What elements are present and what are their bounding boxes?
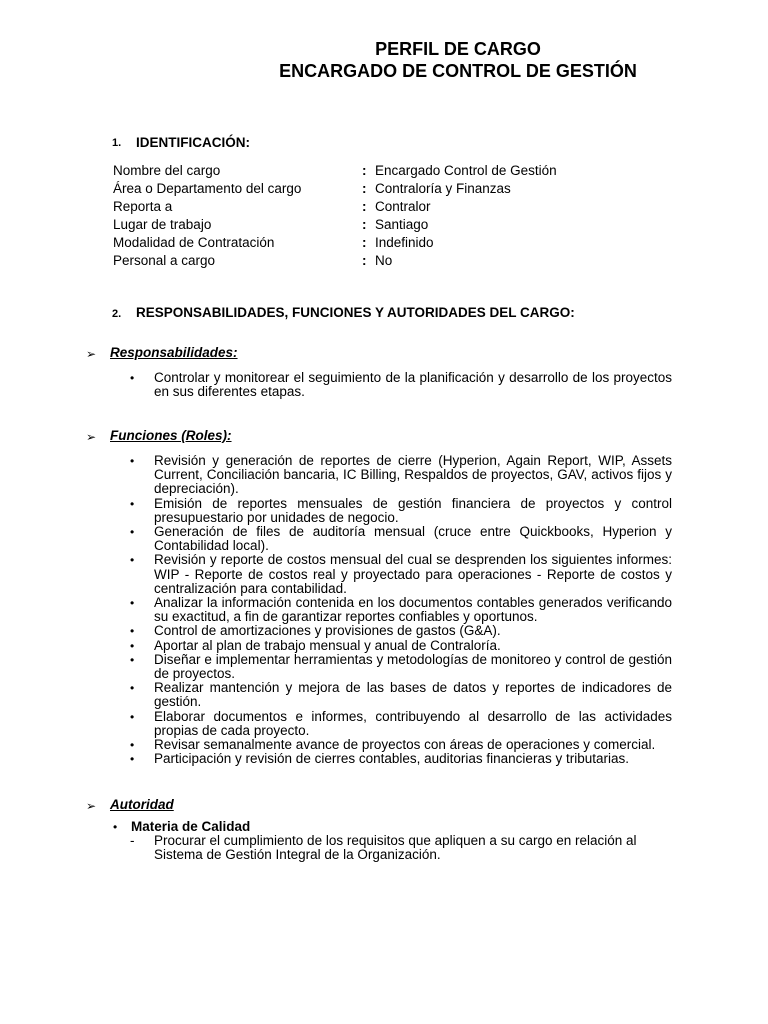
id-row-value: Indefinido — [375, 235, 434, 250]
id-row-value: No — [375, 253, 393, 268]
id-row-colon: : — [362, 235, 367, 250]
id-row-colon: : — [362, 253, 367, 268]
list-item — [130, 681, 672, 709]
list-item — [130, 525, 672, 553]
list-item-text: Revisión y reporte de costos mensual del cual se desprenden los siguientes informes: WIP - Reporte de costos real y proyectado para operaciones - Reporte de costos y centralización para contabilidad. — [154, 552, 672, 596]
responsabilidades-heading: Responsabilidades: — [110, 345, 238, 360]
list-item — [130, 497, 672, 525]
list-item-text: Controlar y monitorear el seguimiento de la planificación y desarrollo de los proyectos en sus diferentes etapas. — [154, 370, 672, 400]
section-2-number: 2. — [112, 308, 122, 320]
id-row-colon: : — [362, 163, 367, 178]
id-row-colon: : — [362, 181, 367, 196]
materia-de-calidad-heading: Materia de Calidad — [131, 819, 251, 834]
id-row-colon: : — [362, 199, 367, 214]
section-1-title: IDENTIFICACIÓN: — [136, 135, 250, 150]
dash-bullet-icon: - — [130, 833, 135, 848]
bullet-icon: • — [130, 738, 135, 753]
arrow-bullet-icon: ➢ — [86, 430, 97, 444]
list-item — [130, 834, 672, 862]
arrow-bullet-icon: ➢ — [86, 347, 97, 361]
bullet-icon: • — [130, 454, 135, 468]
title-line-1: PERFIL DE CARGO — [375, 39, 541, 59]
list-item-text: Revisar semanalmente avance de proyectos con áreas de operaciones y comercial. — [154, 737, 656, 753]
list-item-text: Diseñar e implementar herramientas y metodologías de monitoreo y control de gestión de proyectos. — [154, 651, 672, 682]
section-1-number: 1. — [112, 137, 122, 149]
list-item — [130, 738, 672, 752]
funciones-list — [130, 454, 672, 766]
section-2-title: RESPONSABILIDADES, FUNCIONES Y AUTORIDADES DEL CARGO: — [136, 305, 575, 320]
list-item — [130, 653, 672, 681]
id-row-value: Encargado Control de Gestión — [375, 163, 557, 178]
list-item-text: Generación de files de auditoría mensual (cruce entre Quickbooks, Hyperion y Contabilidad local). — [154, 524, 672, 554]
arrow-bullet-icon: ➢ — [86, 799, 97, 813]
list-item-text: Procurar el cumplimiento de los requisitos que apliquen a su cargo en relación al Sistema de Gestión Integral de la Organización. — [154, 833, 637, 863]
list-item — [130, 371, 672, 399]
id-row-label: Reporta a — [113, 199, 173, 214]
list-item — [130, 624, 672, 638]
list-item-text: Control de amortizaciones y provisiones de gastos (G&A). — [154, 623, 501, 639]
list-item-text: Participación y revisión de cierres contables, auditorias financieras y tributarias. — [154, 751, 629, 767]
bullet-icon: • — [130, 652, 135, 667]
funciones-heading: Funciones (Roles): — [110, 428, 232, 443]
bullet-icon: • — [130, 596, 135, 611]
list-item-text: Emisión de reportes mensuales de gestión financiera de proyectos y control presupuestario por unidades de negocio. — [154, 495, 672, 525]
responsabilidades-list — [130, 371, 672, 399]
list-item-text: Realizar mantención y mejora de las bases de datos y reportes de indicadores de gestión. — [154, 680, 672, 710]
autoridad-heading: Autoridad — [110, 797, 174, 812]
list-item — [130, 639, 672, 653]
bullet-icon: • — [130, 624, 135, 639]
id-row-value: Santiago — [375, 217, 429, 232]
id-row-value: Contralor — [375, 199, 431, 214]
bullet-icon: • — [130, 638, 135, 653]
title-line-2: ENCARGADO DE CONTROL DE GESTIÓN — [279, 61, 637, 81]
bullet-icon: • — [130, 681, 135, 696]
bullet-icon: • — [130, 371, 135, 385]
list-item-text: Analizar la información contenida en los documentos contables generados verificando su exactitud, a fin de garantizar reportes confiables y oportunos. — [154, 595, 672, 625]
bullet-icon: • — [130, 709, 135, 724]
bullet-icon: • — [130, 752, 135, 767]
id-row-label: Área o Departamento del cargo — [113, 181, 302, 196]
list-item — [130, 752, 672, 766]
document-title — [0, 38, 768, 82]
list-item — [130, 454, 672, 497]
list-item-text: Aportar al plan de trabajo mensual y anual de Contraloría. — [154, 637, 501, 653]
list-item — [130, 596, 672, 624]
id-row-label: Personal a cargo — [113, 253, 216, 268]
id-row-label: Modalidad de Contratación — [113, 235, 275, 250]
id-row-colon: : — [362, 217, 367, 232]
bullet-icon: • — [130, 525, 135, 540]
list-item — [130, 710, 672, 738]
list-item-text: Revisión y generación de reportes de cierre (Hyperion, Again Report, WIP, Assets Current, Conciliación bancaria, IC Billing, Respaldos de proyectos, GAV, activos fijos y depreciación). — [154, 453, 672, 497]
list-item-text: Elaborar documentos e informes, contribuyendo al desarrollo de las actividades propias de cada proyecto. — [154, 708, 672, 738]
autoridad-list — [130, 834, 672, 862]
bullet-icon: • — [130, 553, 135, 568]
id-row-value: Contraloría y Finanzas — [375, 181, 511, 196]
id-row-label: Lugar de trabajo — [113, 217, 212, 232]
bullet-icon: • — [130, 496, 135, 511]
id-row-label: Nombre del cargo — [113, 163, 221, 178]
bullet-icon: • — [113, 820, 118, 834]
list-item — [130, 553, 672, 596]
